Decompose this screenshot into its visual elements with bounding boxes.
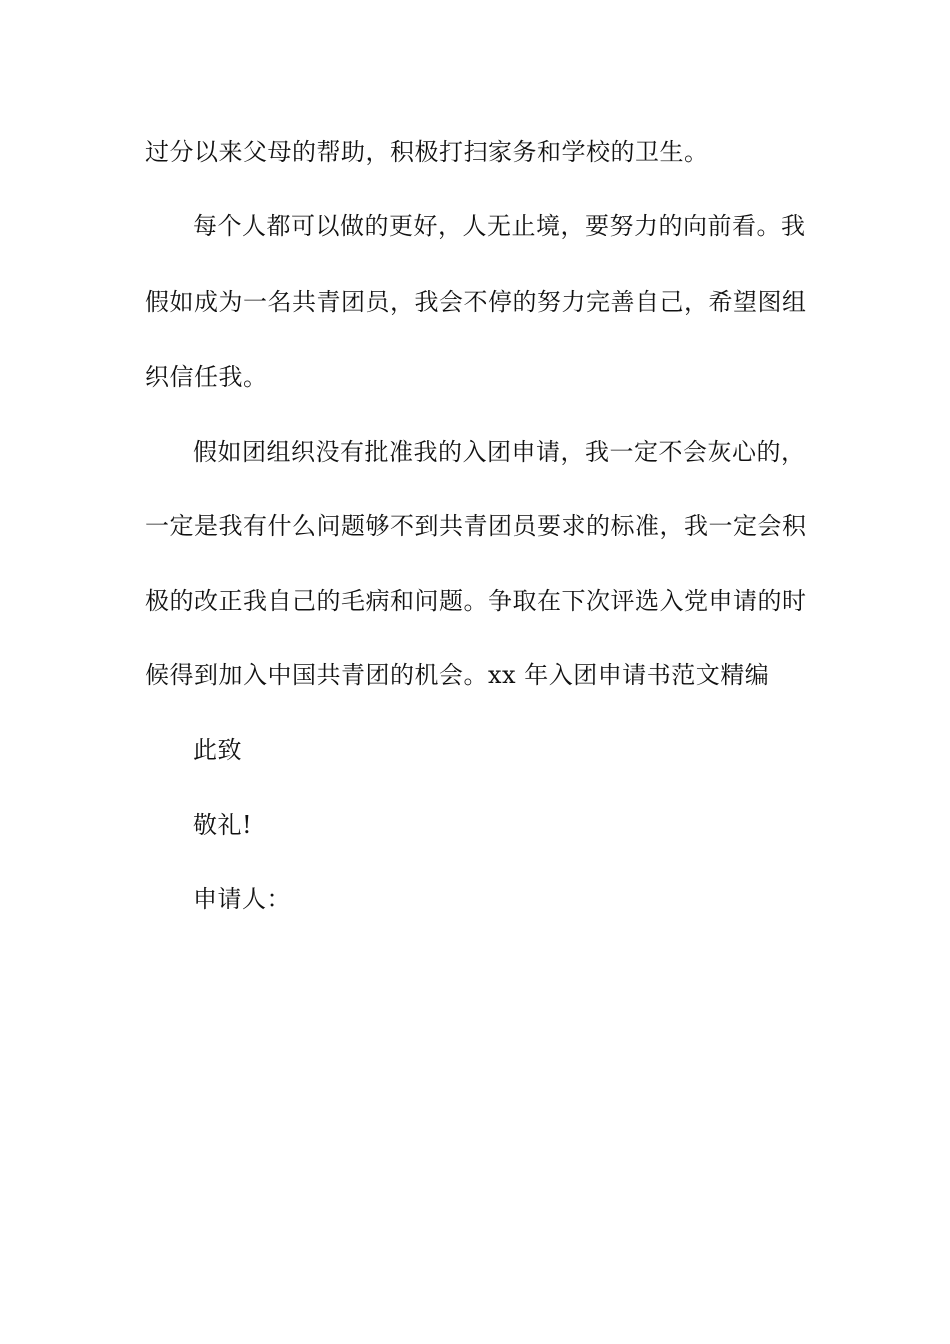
closing-regards: 敬礼! [193, 811, 253, 839]
paragraph-line: 极的改正我自己的毛病和问题。争取在下次评选入党申请的时 [145, 587, 807, 615]
paragraph-line: 织信任我。 [145, 363, 268, 391]
paragraph-line: 每个人都可以做的更好，人无止境，要努力的向前看。我 [193, 212, 806, 240]
closing-salutation: 此致 [193, 736, 242, 764]
paragraph-line: 假如团组织没有批准我的入团申请，我一定不会灰心的， [193, 438, 806, 466]
paragraph-line: 一定是我有什么问题够不到共青团员要求的标准，我一定会积 [145, 512, 807, 540]
paragraph-line: 过分以来父母的帮助，积极打扫家务和学校的卫生。 [145, 138, 709, 166]
applicant-signature-label: 申请人： [193, 885, 291, 913]
paragraph-line: 假如成为一名共青团员，我会不停的努力完善自己，希望图组 [145, 288, 807, 316]
paragraph-line: 候得到加入中国共青团的机会。xx 年入团申请书范文精编 [145, 661, 770, 689]
